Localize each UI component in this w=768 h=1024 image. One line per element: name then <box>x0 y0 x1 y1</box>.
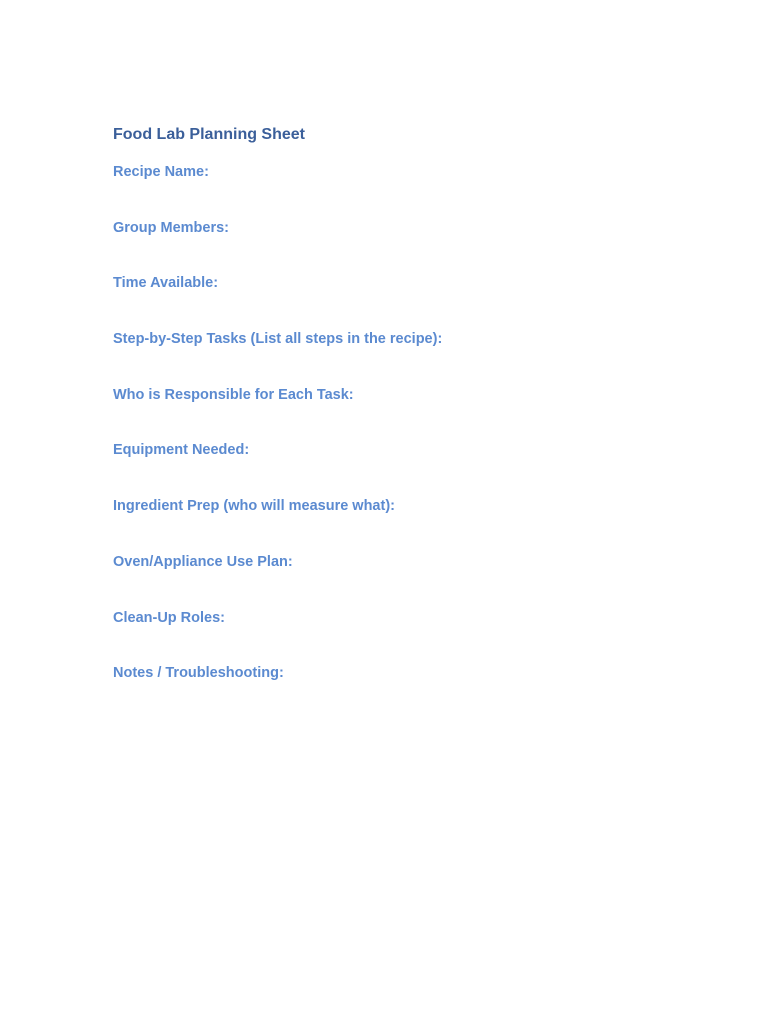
field-label: Clean-Up Roles: <box>113 609 225 626</box>
field-clean-up-roles <box>113 608 442 664</box>
field-appliance-use-plan <box>113 552 442 608</box>
field-notes-troubleshooting <box>113 663 442 719</box>
field-label: Recipe Name: <box>113 164 209 180</box>
field-label: Notes / Troubleshooting: <box>113 665 284 682</box>
field-time-available <box>113 273 442 329</box>
field-label: Who is Responsible for Each Task: <box>113 386 354 403</box>
field-list <box>113 162 442 719</box>
field-label: Oven/Appliance Use Plan: <box>113 553 293 570</box>
field-step-by-step-tasks <box>113 329 442 385</box>
document-title: Food Lab Planning Sheet <box>113 126 305 143</box>
field-recipe-name <box>113 162 442 218</box>
field-label: Equipment Needed: <box>113 442 250 459</box>
field-task-responsibility <box>113 385 442 441</box>
field-label: Time Available: <box>113 275 219 292</box>
field-ingredient-prep <box>113 496 442 552</box>
field-group-members <box>113 218 442 274</box>
field-equipment-needed <box>113 440 442 496</box>
field-label: Step-by-Step Tasks (List all steps in the recipe): <box>113 331 443 348</box>
field-label: Ingredient Prep (who will measure what): <box>113 498 395 515</box>
field-label: Group Members: <box>113 219 230 236</box>
